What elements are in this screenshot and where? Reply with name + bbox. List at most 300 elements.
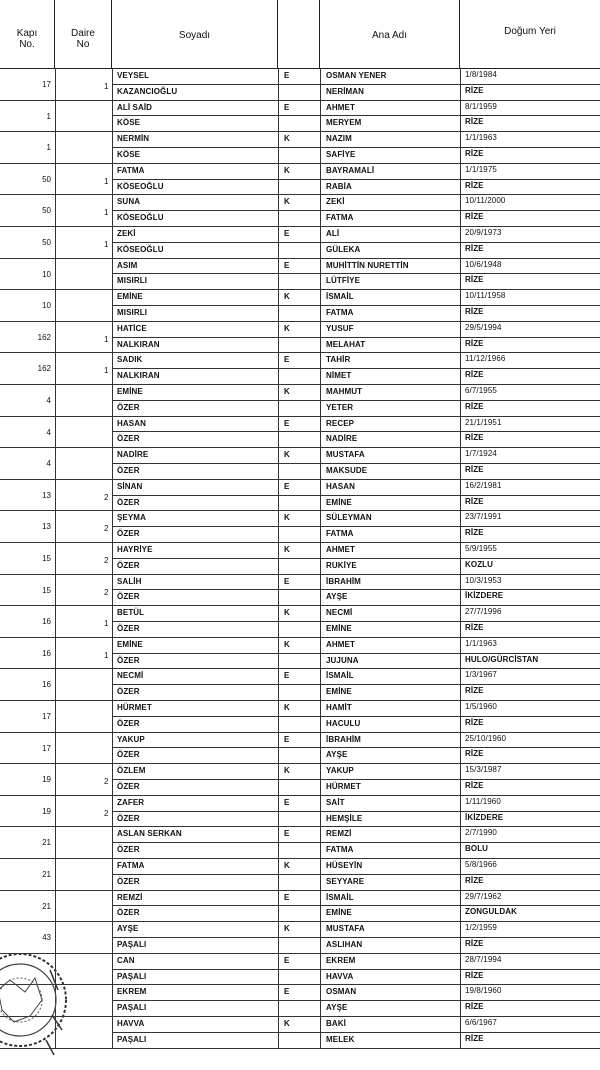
surname: NALKIRAN bbox=[117, 371, 160, 381]
birth-date: 28/7/1994 bbox=[465, 954, 502, 964]
parent-name: REMZİ bbox=[326, 829, 352, 839]
birth-date: 10/11/1958 bbox=[465, 291, 506, 301]
mother-name: YETER bbox=[326, 402, 354, 412]
gender-code: K bbox=[284, 134, 290, 144]
subrow-separator bbox=[112, 779, 600, 780]
parent-name: İSMAİL bbox=[326, 671, 354, 681]
daire-number: 2 bbox=[104, 808, 109, 818]
parent-name: BAYRAMALİ bbox=[326, 165, 375, 175]
mother-name: EMİNE bbox=[326, 908, 352, 918]
person-name: VEYSEL bbox=[117, 71, 150, 80]
group-separator bbox=[0, 574, 600, 575]
parent-name: MAHMUT bbox=[326, 387, 363, 396]
kapi-number: 43 bbox=[42, 933, 51, 943]
mother-name: ASLIHAN bbox=[326, 940, 363, 949]
mother-name: EMİNE bbox=[326, 687, 352, 697]
header-ana-adi: Ana Adı bbox=[320, 0, 460, 68]
parent-name: İSMAİL bbox=[326, 892, 354, 902]
mother-name: EMİNE bbox=[326, 624, 352, 633]
gender-code: E bbox=[284, 576, 290, 586]
birth-place: BOLU bbox=[465, 844, 489, 854]
group-separator bbox=[0, 795, 600, 796]
subrow-separator bbox=[112, 273, 600, 274]
surname: ÖZER bbox=[117, 718, 140, 728]
surname: KÖSEOĞLU bbox=[117, 244, 164, 254]
birth-date: 8/1/1959 bbox=[465, 101, 497, 111]
subrow-separator bbox=[112, 305, 600, 306]
birth-place: RİZE bbox=[465, 623, 484, 632]
mother-name: SAFİYE bbox=[326, 150, 356, 159]
subrow-separator bbox=[112, 905, 600, 906]
subrow-separator bbox=[112, 210, 600, 211]
kapi-number: 13 bbox=[42, 522, 51, 532]
subrow-separator bbox=[112, 1000, 600, 1001]
mother-name: MERYEM bbox=[326, 118, 362, 128]
birth-date: 15/3/1987 bbox=[465, 765, 502, 775]
header-dogum-yeri: Doğum Yeri bbox=[504, 26, 556, 37]
mother-name: RABİA bbox=[326, 181, 352, 191]
person-name: EMİNE bbox=[117, 387, 143, 396]
birth-place: RİZE bbox=[465, 433, 484, 443]
daire-number: 1 bbox=[104, 334, 109, 344]
daire-number: 2 bbox=[104, 777, 109, 787]
gender-code: E bbox=[284, 355, 290, 365]
gender-code: K bbox=[284, 766, 290, 776]
parent-name: BAKİ bbox=[326, 1019, 346, 1028]
header-soyadi: Soyadı bbox=[112, 0, 278, 68]
birth-place: RİZE bbox=[465, 465, 484, 474]
daire-number: 1 bbox=[104, 240, 109, 249]
birth-date: 10/3/1953 bbox=[465, 575, 502, 585]
person-name: SADIK bbox=[117, 355, 143, 365]
person-name: EMİNE bbox=[117, 292, 143, 302]
gender-code: E bbox=[284, 418, 290, 428]
subrow-separator bbox=[112, 84, 600, 85]
kapi-number: 15 bbox=[42, 554, 51, 563]
birth-date: 1/7/1924 bbox=[465, 449, 497, 459]
mother-name: AYŞE bbox=[326, 750, 348, 760]
birth-date: 5/8/1966 bbox=[465, 860, 497, 869]
birth-place: RİZE bbox=[465, 338, 484, 348]
kapi-number: 4 bbox=[46, 396, 51, 405]
kapi-number: 19 bbox=[42, 775, 51, 785]
parent-name: İBRAHİM bbox=[326, 734, 361, 744]
birth-date: 1/1/1963 bbox=[465, 638, 497, 648]
person-name: HAVVA bbox=[117, 1019, 145, 1028]
mother-name: NADİRE bbox=[326, 434, 358, 444]
person-name: AYŞE bbox=[117, 924, 139, 934]
birth-place: İKİZDERE bbox=[465, 591, 504, 601]
birth-place: RİZE bbox=[465, 149, 484, 158]
mother-name: NİMET bbox=[326, 371, 352, 381]
kapi-number: 17 bbox=[42, 80, 51, 89]
mother-name: NERİMAN bbox=[326, 86, 365, 96]
birth-date: 29/7/1962 bbox=[465, 891, 502, 901]
subrow-separator bbox=[112, 874, 600, 875]
birth-date: 1/11/1960 bbox=[465, 796, 501, 806]
gender-code: E bbox=[284, 987, 290, 997]
surname: NALKIRAN bbox=[117, 339, 160, 349]
surname: PAŞALI bbox=[117, 1034, 147, 1044]
group-separator bbox=[0, 194, 600, 195]
surname: ÖZER bbox=[117, 782, 140, 791]
subrow-separator bbox=[112, 684, 600, 685]
birth-place: RİZE bbox=[465, 243, 484, 253]
birth-place: RİZE bbox=[465, 180, 484, 190]
mother-name: EMİNE bbox=[326, 497, 352, 507]
parent-name: İBRAHİM bbox=[326, 576, 361, 586]
group-separator bbox=[0, 1016, 600, 1017]
birth-date: 6/7/1955 bbox=[465, 386, 497, 395]
birth-place: RİZE bbox=[465, 749, 484, 759]
subrow-separator bbox=[112, 1032, 600, 1033]
gender-code: K bbox=[284, 323, 290, 333]
birth-place: RİZE bbox=[465, 686, 484, 696]
birth-place: RİZE bbox=[465, 939, 484, 948]
group-separator bbox=[0, 100, 600, 101]
subrow-separator bbox=[112, 337, 600, 338]
person-name: EKREM bbox=[117, 987, 147, 997]
parent-name: TAHİR bbox=[326, 355, 351, 365]
daire-number: 2 bbox=[104, 587, 109, 597]
gender-code: K bbox=[284, 703, 290, 712]
birth-place: HULO/GÜRCİSTAN bbox=[465, 654, 539, 664]
birth-date: 1/2/1959 bbox=[465, 923, 497, 933]
subrow-separator bbox=[112, 368, 600, 369]
birth-date: 1/5/1960 bbox=[465, 702, 497, 711]
birth-date: 6/6/1967 bbox=[465, 1018, 497, 1027]
person-name: SİNAN bbox=[117, 481, 143, 491]
daire-number: 1 bbox=[104, 650, 109, 660]
birth-date: 1/8/1984 bbox=[465, 70, 497, 79]
daire-number: 2 bbox=[104, 556, 109, 565]
kapi-number: 162 bbox=[37, 364, 51, 374]
surname: ÖZER bbox=[117, 466, 140, 475]
birth-date: 10/6/1948 bbox=[465, 259, 502, 269]
mother-name: FATMA bbox=[326, 845, 354, 855]
gender-code: K bbox=[284, 387, 290, 396]
kapi-number: 162 bbox=[37, 332, 51, 342]
surname: ÖZER bbox=[117, 529, 140, 539]
group-separator bbox=[0, 510, 600, 511]
parent-name: HÜSEYİN bbox=[326, 861, 363, 870]
gender-code: E bbox=[284, 797, 290, 807]
birth-place: RİZE bbox=[465, 1033, 484, 1043]
person-name: ŞEYMA bbox=[117, 513, 146, 523]
subrow-separator bbox=[112, 589, 600, 590]
group-separator bbox=[0, 321, 600, 322]
birth-place: RİZE bbox=[465, 970, 484, 980]
surname: ÖZER bbox=[117, 876, 140, 886]
birth-date: 5/9/1955 bbox=[465, 544, 497, 553]
subrow-separator bbox=[112, 526, 600, 527]
surname: ÖZER bbox=[117, 497, 140, 507]
mother-name: MELAHAT bbox=[326, 339, 366, 349]
surname: MISIRLI bbox=[117, 308, 148, 317]
birth-date: 16/2/1981 bbox=[465, 480, 502, 490]
parent-name: İSMAİL bbox=[326, 292, 354, 302]
kapi-number: 50 bbox=[42, 238, 51, 247]
parent-name: YAKUP bbox=[326, 766, 354, 776]
mother-name: MAKSUDE bbox=[326, 466, 368, 475]
person-name: HATİCE bbox=[117, 323, 147, 333]
birth-place: KOZLU bbox=[465, 559, 494, 569]
kapi-number: 21 bbox=[42, 870, 51, 879]
person-name: ZAFER bbox=[117, 797, 145, 807]
person-name: SALİH bbox=[117, 576, 142, 586]
birth-date: 20/9/1973 bbox=[465, 228, 502, 237]
parent-name: MUSTAFA bbox=[326, 450, 365, 460]
gender-code: E bbox=[284, 102, 290, 112]
kapi-number: 4 bbox=[46, 459, 51, 469]
subrow-separator bbox=[112, 242, 600, 243]
person-name: HÜRMET bbox=[117, 703, 152, 712]
gender-code: E bbox=[284, 829, 290, 839]
group-separator bbox=[0, 953, 600, 954]
birth-place: RİZE bbox=[465, 212, 484, 222]
surname: KÖSEOĞLU bbox=[117, 213, 164, 223]
parent-name: EKREM bbox=[326, 955, 356, 965]
birth-date: 1/1/1975 bbox=[465, 164, 497, 174]
birth-place: RİZE bbox=[465, 85, 484, 95]
birth-date: 1/1/1963 bbox=[465, 133, 497, 143]
subrow-separator bbox=[112, 653, 600, 654]
group-separator bbox=[0, 226, 600, 227]
surname: KÖSE bbox=[117, 118, 141, 128]
mother-name: RUKİYE bbox=[326, 560, 357, 570]
gender-code: E bbox=[284, 229, 290, 238]
group-separator bbox=[0, 447, 600, 448]
surname: ÖZER bbox=[117, 908, 140, 918]
person-name: ASLAN SERKAN bbox=[117, 829, 182, 839]
parent-name: HASAN bbox=[326, 481, 355, 491]
parent-name: HAMİT bbox=[326, 703, 352, 712]
parent-name: YUSUF bbox=[326, 323, 354, 333]
person-name: ZEKİ bbox=[117, 229, 136, 238]
subrow-separator bbox=[112, 400, 600, 401]
group-separator bbox=[0, 163, 600, 164]
person-name: FATMA bbox=[117, 165, 145, 175]
subrow-separator bbox=[112, 115, 600, 116]
surname: PAŞALI bbox=[117, 971, 147, 981]
surname: ÖZER bbox=[117, 813, 140, 823]
person-name: ÖZLEM bbox=[117, 766, 146, 776]
mother-name: SEYYARE bbox=[326, 876, 365, 886]
mother-name: HACULU bbox=[326, 718, 361, 728]
official-seal bbox=[0, 930, 90, 1070]
group-separator bbox=[0, 384, 600, 385]
subrow-separator bbox=[112, 558, 600, 559]
kapi-number: 50 bbox=[42, 174, 51, 184]
parent-name: MUHİTTİN NURETTİN bbox=[326, 260, 409, 270]
birth-place: RİZE bbox=[465, 117, 484, 127]
group-separator bbox=[0, 479, 600, 480]
gender-code: K bbox=[284, 165, 290, 175]
gender-code: K bbox=[284, 450, 290, 460]
gender-code: K bbox=[284, 608, 290, 618]
gender-code: E bbox=[284, 892, 290, 902]
birth-place: RİZE bbox=[465, 370, 484, 380]
subrow-separator bbox=[112, 431, 600, 432]
birth-place: RİZE bbox=[465, 307, 484, 316]
group-separator bbox=[0, 890, 600, 891]
subrow-separator bbox=[112, 716, 600, 717]
person-name: BETÜL bbox=[117, 608, 145, 618]
mother-name: HAVVA bbox=[326, 971, 354, 981]
kapi-number: 10 bbox=[42, 269, 51, 279]
group-separator bbox=[0, 289, 600, 290]
header-daire-no: Daire No bbox=[55, 0, 112, 68]
subrow-separator bbox=[112, 969, 600, 970]
person-name: YAKUP bbox=[117, 734, 145, 744]
parent-name: NAZIM bbox=[326, 134, 352, 144]
gender-code: K bbox=[284, 292, 290, 302]
group-separator bbox=[0, 732, 600, 733]
parent-name: AHMET bbox=[326, 102, 355, 112]
birth-date: 2/7/1990 bbox=[465, 828, 497, 838]
person-name: EMİNE bbox=[117, 639, 143, 649]
kapi-number: 21 bbox=[42, 901, 51, 911]
mother-name: FATMA bbox=[326, 213, 354, 223]
surname: KAZANCIOĞLU bbox=[117, 86, 178, 96]
kapi-number: 1 bbox=[46, 143, 51, 153]
gender-code: E bbox=[284, 481, 290, 491]
kapi-number: 17 bbox=[42, 712, 51, 721]
kapi-number: 4 bbox=[46, 427, 51, 437]
birth-place: RİZE bbox=[465, 875, 484, 885]
person-name: ALİ SAİD bbox=[117, 102, 153, 112]
birth-date: 25/10/1960 bbox=[465, 733, 507, 743]
gender-code: E bbox=[284, 671, 290, 681]
birth-date: 27/7/1996 bbox=[465, 607, 502, 617]
birth-date: 19/8/1960 bbox=[465, 986, 502, 996]
birth-date: 29/5/1994 bbox=[465, 322, 502, 332]
mother-name: AYŞE bbox=[326, 592, 348, 602]
gender-code: K bbox=[284, 1019, 290, 1028]
subrow-separator bbox=[112, 147, 600, 148]
person-name: ASIM bbox=[117, 260, 138, 270]
group-separator bbox=[0, 858, 600, 859]
table-header bbox=[0, 0, 600, 69]
gender-code: K bbox=[284, 639, 290, 649]
daire-number: 1 bbox=[104, 208, 109, 218]
parent-name: ZEKİ bbox=[326, 197, 345, 207]
surname: ÖZER bbox=[117, 624, 140, 633]
surname: ÖZER bbox=[117, 402, 140, 412]
gender-code: E bbox=[284, 260, 290, 270]
kapi-number: 19 bbox=[42, 806, 51, 816]
birth-place: RİZE bbox=[465, 401, 484, 411]
birth-place: RİZE bbox=[465, 781, 484, 790]
mother-name: FATMA bbox=[326, 308, 354, 317]
surname: ÖZER bbox=[117, 434, 140, 444]
header-gender bbox=[278, 0, 320, 68]
group-separator bbox=[0, 984, 600, 985]
birth-place: RİZE bbox=[465, 1002, 484, 1012]
birth-date: 1/3/1967 bbox=[465, 670, 497, 680]
daire-number: 1 bbox=[104, 366, 109, 376]
group-separator bbox=[0, 258, 600, 259]
group-separator bbox=[0, 668, 600, 669]
kapi-number: 13 bbox=[42, 490, 51, 500]
mother-name: FATMA bbox=[326, 529, 354, 539]
kapi-number: 17 bbox=[42, 743, 51, 753]
kapi-number: 21 bbox=[42, 838, 51, 848]
mother-name: MELEK bbox=[326, 1034, 355, 1044]
subrow-separator bbox=[112, 937, 600, 938]
surname: ÖZER bbox=[117, 687, 140, 697]
kapi-number: 16 bbox=[42, 617, 51, 627]
surname: ÖZER bbox=[117, 750, 140, 760]
subrow-separator bbox=[112, 811, 600, 812]
group-separator bbox=[0, 131, 600, 132]
birth-date: 21/1/1951 bbox=[465, 417, 502, 427]
kapi-number: 50 bbox=[42, 206, 51, 216]
gender-code: K bbox=[284, 861, 290, 870]
person-name: HASAN bbox=[117, 418, 146, 428]
gender-code: K bbox=[284, 197, 290, 207]
mother-name: LÜTFİYE bbox=[326, 276, 361, 286]
group-separator bbox=[0, 416, 600, 417]
gender-code: E bbox=[284, 955, 290, 965]
mother-name: AYŞE bbox=[326, 1003, 348, 1013]
subrow-separator bbox=[112, 495, 600, 496]
surname: KÖSE bbox=[117, 150, 141, 159]
birth-place: RİZE bbox=[465, 496, 484, 506]
parent-name: ALİ bbox=[326, 229, 340, 238]
mother-name: HÜRMET bbox=[326, 782, 361, 791]
group-separator bbox=[0, 700, 600, 701]
person-name: SUNA bbox=[117, 197, 141, 207]
subrow-separator bbox=[112, 621, 600, 622]
birth-date: 10/11/2000 bbox=[465, 196, 506, 206]
parent-name: AHMET bbox=[326, 545, 355, 554]
group-separator bbox=[0, 637, 600, 638]
daire-number: 1 bbox=[104, 82, 109, 91]
birth-place: RİZE bbox=[465, 275, 484, 285]
person-name: NECMİ bbox=[117, 671, 144, 681]
person-name: NERMİN bbox=[117, 134, 150, 144]
parent-name: MUSTAFA bbox=[326, 924, 365, 934]
daire-number: 1 bbox=[104, 176, 109, 186]
gender-code: E bbox=[284, 71, 290, 80]
birth-place: ZONGULDAK bbox=[465, 907, 518, 917]
group-separator bbox=[0, 352, 600, 353]
parent-name: OSMAN bbox=[326, 987, 357, 997]
surname: PAŞALI bbox=[117, 1003, 147, 1013]
group-separator bbox=[0, 763, 600, 764]
parent-name: NECMİ bbox=[326, 608, 353, 618]
daire-number: 2 bbox=[104, 524, 109, 534]
person-name: CAN bbox=[117, 955, 135, 965]
daire-number: 1 bbox=[104, 619, 109, 629]
person-name: FATMA bbox=[117, 861, 145, 870]
group-separator bbox=[0, 921, 600, 922]
subrow-separator bbox=[112, 747, 600, 748]
birth-place: RİZE bbox=[465, 717, 484, 727]
subrow-separator bbox=[112, 463, 600, 464]
mother-name: HEMŞİLE bbox=[326, 813, 363, 823]
daire-number: 2 bbox=[104, 492, 109, 502]
mother-name: JUJUNA bbox=[326, 655, 359, 665]
gender-code: K bbox=[284, 924, 290, 934]
surname: ÖZER bbox=[117, 655, 140, 665]
surname: ÖZER bbox=[117, 592, 140, 602]
surname: ÖZER bbox=[117, 560, 140, 570]
gender-code: K bbox=[284, 545, 290, 554]
gender-code: E bbox=[284, 734, 290, 744]
parent-name: AHMET bbox=[326, 639, 355, 649]
